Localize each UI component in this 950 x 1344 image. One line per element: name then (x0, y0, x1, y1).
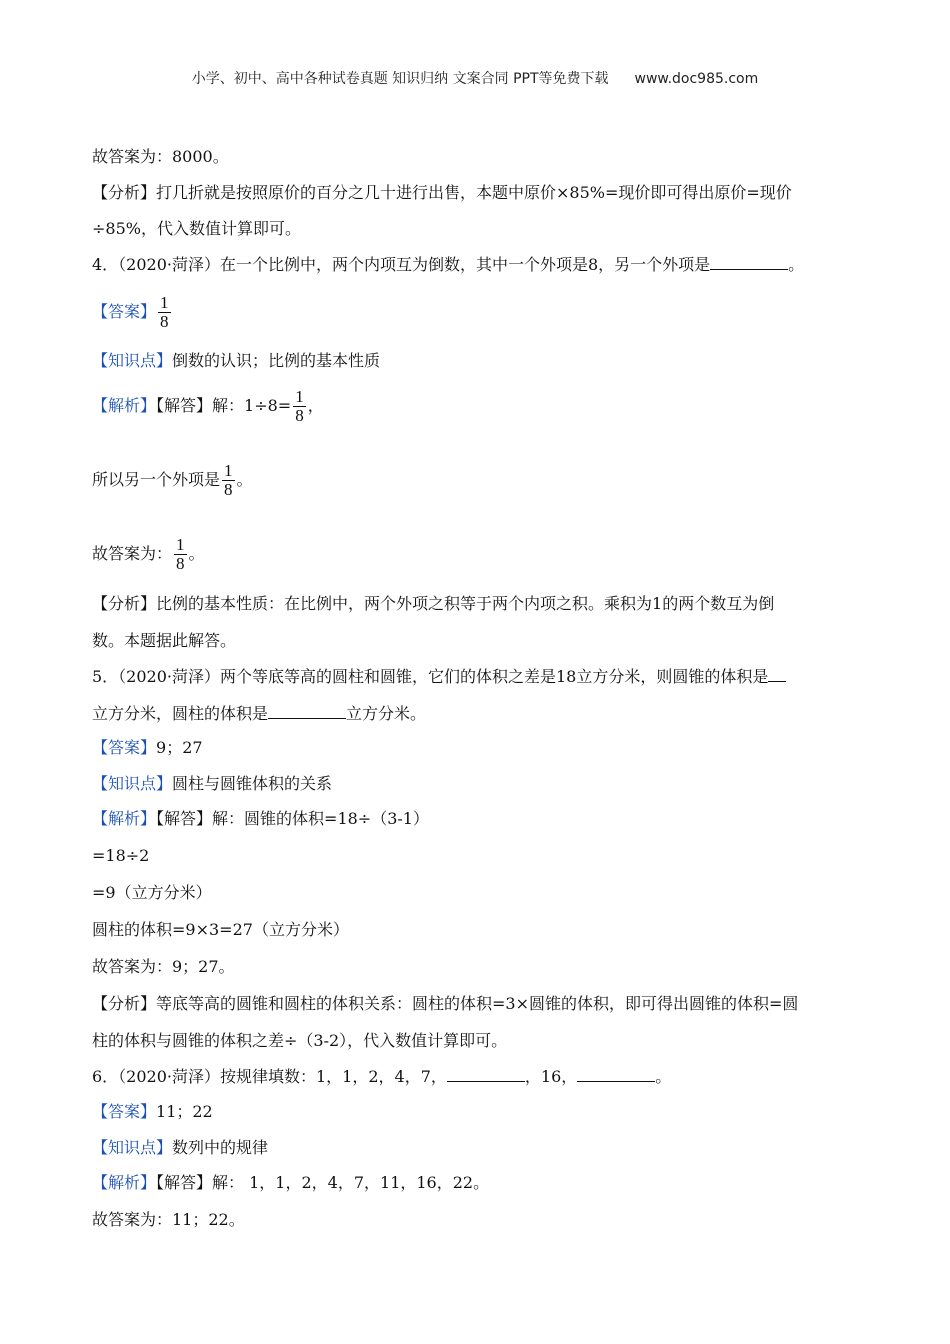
fraction: $\frac{1}{8}$ (295, 387, 304, 425)
q4-knowledge-point: 【知识点】倒数的认识；比例的基本性质 (92, 351, 381, 370)
q4-solution-line-1: 【解析】【解答】解：1÷8= $\frac{1}{8}$ ， (92, 387, 324, 425)
q4-solution-line-2: 所以另一个外项是 $\frac{1}{8}$ 。 (92, 461, 253, 499)
q4-stem: 4．（2020·菏泽）在一个比例中，两个内项互为倒数，其中一个外项是8，另一个外项是 。 (92, 255, 805, 274)
prev-answer-line: 故答案为：8000。 (92, 147, 229, 166)
answer-tag: 【答案】 (92, 302, 157, 321)
q4-solution-line-3: 故答案为： $\frac{1}{8}$ 。 (92, 535, 205, 573)
knowledge-point-tag: 【知识点】 (92, 351, 173, 370)
fraction: $\frac{1}{8}$ (224, 461, 233, 499)
knowledge-point-tag: 【知识点】 (92, 1138, 173, 1157)
q5-stem-line-2: 立方分米，圆柱的体积是 立方分米。 (92, 704, 427, 723)
q5-cylinder-blank (268, 703, 346, 719)
q5-solution-line-2: =18÷2 (92, 846, 150, 865)
knowledge-point-tag: 【知识点】 (92, 774, 173, 793)
q4-answer-blank (710, 254, 788, 270)
fraction: $\frac{1}{8}$ (160, 293, 169, 331)
q4-analysis-line-1: 【分析】比例的基本性质：在比例中，两个外项之积等于两个内项之积。乘积为1的两个数互为倒 (92, 594, 775, 613)
q5-knowledge-point: 【知识点】圆柱与圆锥体积的关系 (92, 774, 333, 793)
solution-tag: 【解析】 (92, 396, 157, 415)
answer-tag: 【答案】 (92, 738, 157, 757)
q6-answer-line: 【答案】11；22 (92, 1102, 213, 1121)
page-header (0, 68, 950, 88)
q6-solution-line-2: 故答案为：11；22。 (92, 1210, 245, 1229)
header-site-link[interactable]: www.doc985.com (634, 71, 759, 87)
q5-stem-line-1: 5．（2020·菏泽）两个等底等高的圆柱和圆锥，它们的体积之差是18立方分米，则圆锥的体积是 (92, 666, 786, 688)
q4-answer-line (92, 292, 173, 332)
q5-solution-line-4: 圆柱的体积=9×3=27（立方分米） (92, 920, 349, 939)
q5-solution-line-1: 【解析】【解答】解：圆锥的体积=18÷（3-1） (92, 809, 429, 828)
header-text: 小学、初中、高中各种试卷真题 知识归纳 文案合同 PPT等免费下载 (191, 71, 609, 87)
fraction: $\frac{1}{8}$ (176, 535, 185, 573)
q6-blank-2 (577, 1066, 655, 1082)
solution-tag: 【解析】 (92, 809, 157, 828)
q5-analysis-line-2: 柱的体积与圆锥的体积之差÷（3-2），代入数值计算即可。 (92, 1031, 508, 1050)
q5-analysis-line-1: 【分析】等底等高的圆锥和圆柱的体积关系：圆柱的体积=3×圆锥的体积，即可得出圆锥的体积=圆 (92, 994, 799, 1013)
q5-cone-blank (768, 666, 786, 682)
q5-solution-line-5: 故答案为：9；27。 (92, 957, 235, 976)
prev-analysis-line-2: ÷85%，代入数值计算即可。 (92, 219, 301, 238)
q6-knowledge-point: 【知识点】数列中的规律 (92, 1138, 269, 1157)
q6-blank-1 (447, 1066, 525, 1082)
q5-answer-line: 【答案】9；27 (92, 738, 203, 757)
q5-solution-line-3: =9（立方分米） (92, 883, 212, 902)
prev-analysis-line-1: 【分析】打几折就是按照原价的百分之几十进行出售，本题中原价×85%=现价即可得出原价=现价 (92, 183, 792, 202)
solution-tag: 【解析】 (92, 1173, 157, 1192)
q6-solution-line-1: 【解析】【解答】解： 1，1，2，4，7，11，16，22。 (92, 1173, 490, 1192)
q6-stem: 6．（2020·菏泽）按规律填数：1，1，2，4，7， ，16， 。 (92, 1067, 672, 1086)
q4-analysis-line-2: 数。本题据此解答。 (92, 631, 237, 650)
answer-tag: 【答案】 (92, 1102, 157, 1121)
